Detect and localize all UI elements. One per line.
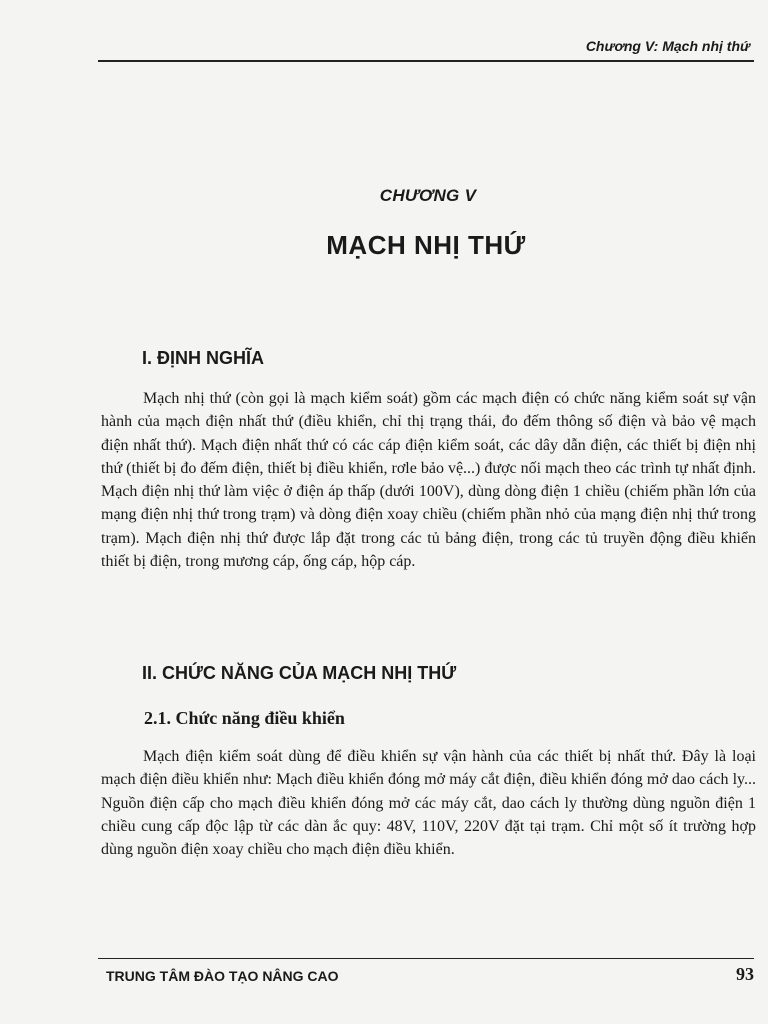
footer-rule — [98, 958, 754, 959]
header-rule — [98, 60, 754, 62]
footer-label: TRUNG TÂM ĐÀO TẠO NÂNG CAO — [106, 968, 339, 984]
subsection-heading-control: 2.1. Chức năng điều khiển — [144, 708, 345, 728]
paragraph-control-function: Mạch điện kiểm soát dùng để điều khiển sự vận hành của các thiết bị nhất thứ. Đây là loại mạch điện điều khiển như: Mạch điều khiển đóng mở máy cắt điện, điều khiển đóng mở dao cách ly... Nguồn điện cấp cho mạch điều khiển đóng mở các máy cắt, dao cách ly thường dùng nguồn điện 1 chiều cung cấp độc lập từ các dàn ắc quy: 48V, 110V, 220V đặt tại trạm. Chỉ một số ít trường hợp dùng nguồn điện xoay chiều cho mạch điện điều khiển. — [101, 748, 756, 859]
running-header: Chương V: Mạch nhị thứ — [585, 38, 750, 54]
section-heading-definition: I. ĐỊNH NGHĨA — [142, 348, 265, 368]
chapter-title: MẠCH NHỊ THỨ — [326, 230, 526, 260]
paragraph-definition: Mạch nhị thứ (còn gọi là mạch kiểm soát) gồm các mạch điện có chức năng kiểm soát sự vận hành của mạch điện nhất thứ (điều khiển, chỉ thị trạng thái, đo đếm thông số điện và bảo vệ mạch điện nhất thứ). Mạch điện nhất thứ có các cáp điện kiểm soát, các dây dẫn điện, các thiết bị điện nhị thứ (thiết bị đo đếm điện, thiết bị điều khiển, rơle bảo vệ...) được nối mạch theo các trình tự nhất định. Mạch điện nhị thứ làm việc ở điện áp thấp (dưới 100V), dùng dòng điện 1 chiều (chiếm phần lớn của mạng điện nhị thứ trong trạm) và dòng điện xoay chiều (chiếm phần nhỏ của mạng điện nhị thứ trong trạm). Mạch điện nhị thứ được lắp đặt trong các tủ bảng điện, trong các tủ truyền động điều khiển thiết bị điện, trong mương cáp, ống cáp, hộp cáp. — [101, 390, 756, 571]
chapter-label: CHƯƠNG V — [379, 186, 477, 205]
section-heading-functions: II. CHỨC NĂNG CỦA MẠCH NHỊ THỨ — [142, 663, 457, 683]
page-number: 93 — [736, 964, 754, 984]
